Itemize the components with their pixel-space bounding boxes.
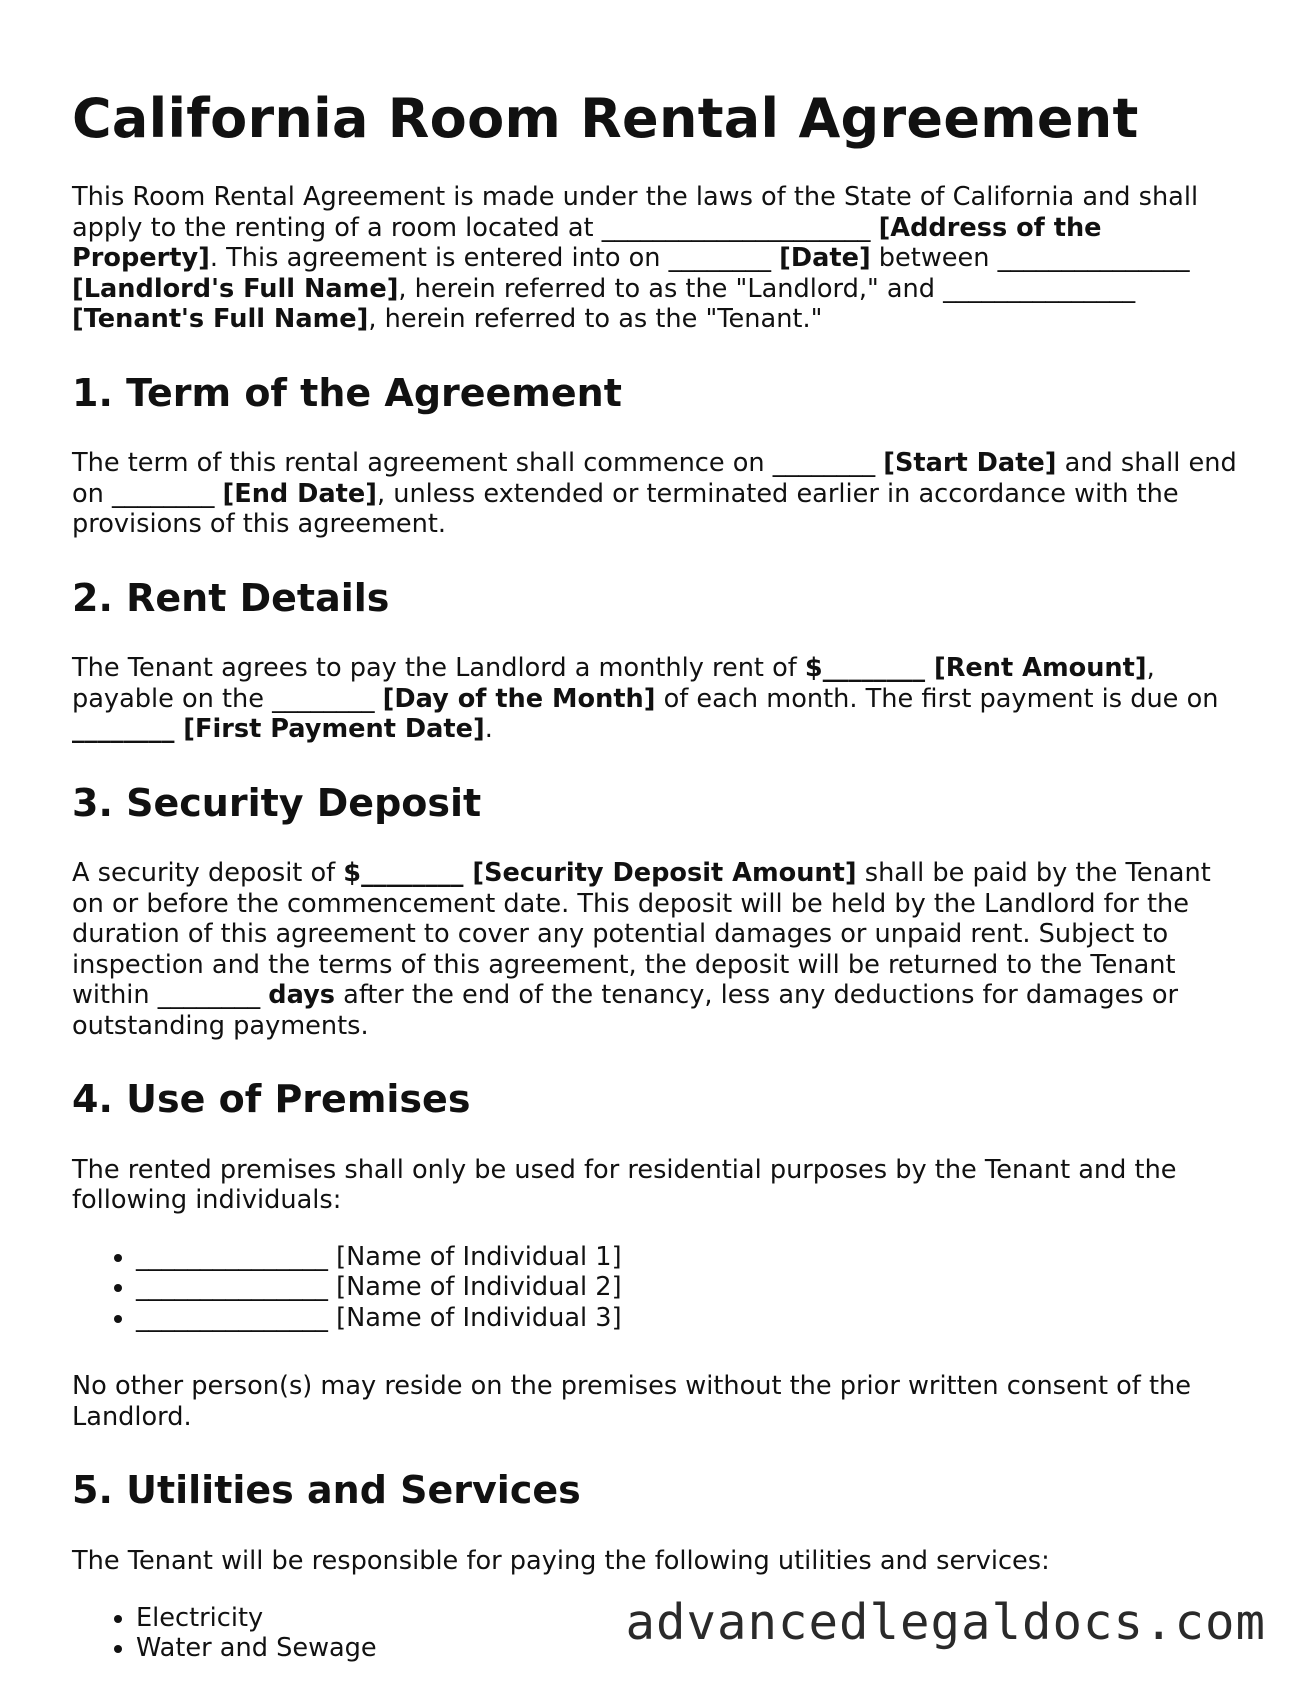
document-page xyxy=(72,88,1242,1702)
section-heading-utilities: 5. Utilities and Services xyxy=(72,1468,581,1513)
watermark-text: advancedlegaldocs.com xyxy=(625,1594,1266,1651)
section-heading-deposit: 3. Security Deposit xyxy=(72,780,482,825)
intro-paragraph: This Room Rental Agreement is made under the laws of the State of California and shall apply to the renting of a room located at _____________________ [Address of the Property]. This agreement is entered into on ________ [Date] between _______________ [Landlord's Full Name], herein referred to as the "Landlord," and _______________ [Tenant's Full Name], herein referred to as the "Tenant." xyxy=(72,182,1199,335)
section-heading-premises: 4. Use of Premises xyxy=(72,1077,471,1122)
list-item: • Electricity xyxy=(136,1603,1242,1634)
rent-paragraph: The Tenant agrees to pay the Landlord a monthly rent of $________ [Rent Amount], payable on the ________ [Day of the Month] of each month. The first payment is due on ________ [First Payment Date]. xyxy=(72,653,1219,745)
premises-paragraph: The rented premises shall only be used for residential purposes by the Tenant and the following individuals: xyxy=(72,1154,1177,1216)
list-item: • _______________ [Name of Individual 3] xyxy=(136,1303,1242,1334)
residency-paragraph: No other person(s) may reside on the premises without the prior written consent of the Landlord. xyxy=(72,1371,1191,1432)
utilities-paragraph: The Tenant will be responsible for paying the following utilities and services: xyxy=(72,1546,1050,1577)
term-paragraph: The term of this rental agreement shall commence on ________ [Start Date] and shall end on ________ [End Date], unless extended or terminated earlier in accordance with the provisions of this agreement. xyxy=(72,448,1237,540)
deposit-paragraph: A security deposit of $________ [Security Deposit Amount] shall be paid by the Tenant on or before the commencement date. This deposit will be held by the Landlord for the duration of this agreement to cover any potential damages or unpaid rent. Subject to inspection and the terms of this agreement, the deposit will be returned to the Tenant within ________ days after the end of the tenancy, less any deductions for damages or outstanding payments. xyxy=(72,858,1211,1041)
list-item: • _______________ [Name of Individual 2] xyxy=(136,1272,1242,1303)
document-title: California Room Rental Agreement xyxy=(72,87,1139,150)
list-item: • Water and Sewage xyxy=(136,1633,1242,1664)
individuals-list xyxy=(72,1242,1242,1334)
section-heading-term: 1. Term of the Agreement xyxy=(72,370,622,415)
list-item: • _______________ [Name of Individual 1] xyxy=(136,1242,1242,1273)
section-heading-rent: 2. Rent Details xyxy=(72,575,390,620)
